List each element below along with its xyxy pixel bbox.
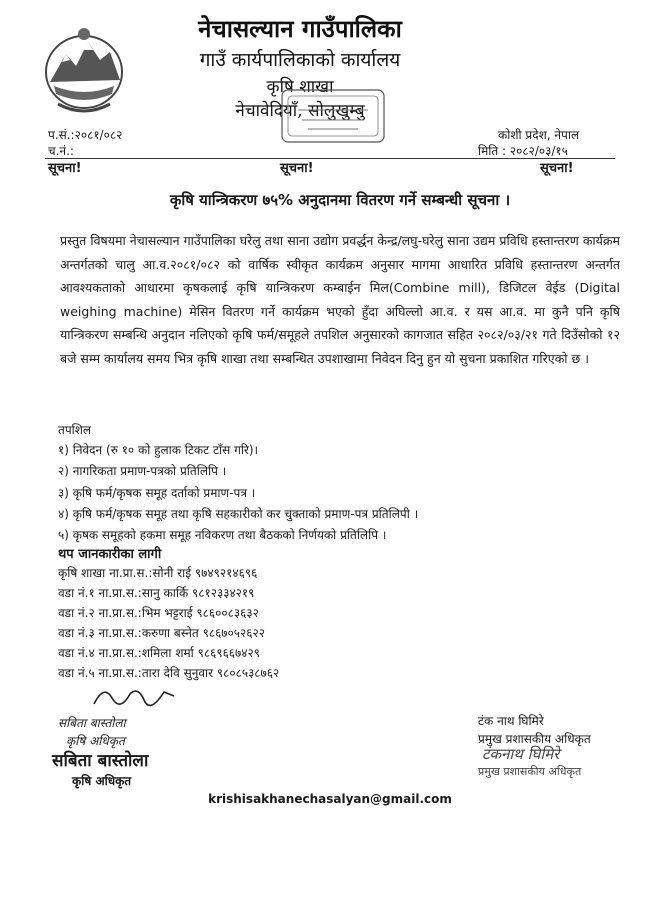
contact-item: वडा नं.२ ना.प्रा.स.:भिम भट्टराई ९८६००८३६३२: [58, 606, 259, 620]
left-signatory-name: सबिता बास्तोला: [58, 716, 126, 730]
tapsil-item: १) निवेदन (रु १० को हुलाक टिकट टाँस गरि)।: [58, 443, 259, 457]
tapsil-item: ५) कृषक समूहको हकमा समूह नविकरण तथा बैठकको निर्णयको प्रतिलिपि ।: [58, 528, 387, 542]
office-name: गाउँ कार्यपालिकाको कार्यालय: [199, 49, 401, 71]
right-signatory-name: टंक नाथ घिमिरे: [478, 714, 544, 728]
office-location: नेचावेदियाँ, सोलुखुम्बु: [235, 101, 365, 121]
contact-item: वडा नं.४ ना.प्रा.स.:शमिला शर्मा ९८६९६६७४२९: [58, 646, 261, 660]
document-date: मिति : २०८२/०३/१५: [478, 144, 568, 158]
office-stamp: [278, 86, 388, 146]
tapsil-heading: तपशिल: [58, 423, 92, 437]
notice-subject: कृषि यान्त्रिकरण ७५% अनुदानमा वितरण गर्ने सम्बन्धी सूचना ।: [169, 191, 511, 209]
right-signatory-title: प्रमुख प्रशासकीय अधिकृत: [478, 732, 591, 746]
province-label: कोशी प्रदेश, नेपाल: [498, 128, 580, 142]
contact-item: कृषि शाखा ना.प्रा.स.:सोनी राई ९७४९२१४६९६: [58, 566, 258, 580]
tapsil-item: ४) कृषि फर्म/कृषक समूह तथा कृषि सहकारीको कर चुक्ताको प्रमाण-पत्र प्रतिलिपी ।: [58, 507, 419, 521]
left-signature-scribble: [90, 682, 180, 712]
left-signatory-title: कृषि अधिकृत: [66, 734, 125, 748]
contact-email: krishisakhanechasalyan@gmail.com: [208, 792, 452, 806]
notice-body: प्रस्तुत विषयमा नेचासल्यान गाउँपालिका घरेलु तथा साना उद्योग प्रवर्द्धन केन्द्र/लघु-घरेलु साना उद्यम प्रविधि हस्तान्तरण कार्यक्रम अन्तर्गतको चालु आ.व.२०८१/०८२ को वार्षिक स्वीकृत कार्यक्रम अनुसार मागमा आधारित प्रविधि हस्तान्तरण अन्तर्गत आवश्यकताको आधारमा कृषकलाई कृषि यान्त्रिकरण कम्बाईन मिल(Combine mill), डिजिटल वेईड (Digital weighing machine) मेसिन वितरण गर्ने कार्यक्रम भएको हुँदा अघिल्लो आ.व. र यस आ.व. मा कुनै पनि कृषि यान्त्रिकरण सम्बन्धि अनुदान नलिएको कृषि फर्म/समूहले तपशिल अनुसारको कागजात सहित २०८२/०३/२१ गते दिउँसोको १२ बजे सम्म कार्यालय समय भित्र कृषि शाखा तथा सम्बन्धित उपशाखामा निवेदन दिनु हुन यो सुचना प्रकाशित गरिएको छ ।: [60, 233, 620, 366]
municipality-name: नेचासल्यान गाउँपालिका: [198, 14, 402, 43]
notice-label-center: सूचना!: [280, 161, 314, 176]
reference-number: प.सं.:२०८१/०८२: [48, 128, 123, 142]
contacts-heading: थप जानकारीका लागी: [58, 547, 162, 562]
header-divider: [45, 158, 615, 159]
contact-item: वडा नं.३ ना.प्रा.स.:करुणा बस्नेत ९८६७०५२६२२: [58, 626, 265, 640]
contact-item: वडा नं.१ ना.प्रा.स.:सानु कार्कि ९८१२३३४२१९: [58, 586, 255, 600]
tapsil-item: ३) कृषि फर्म/कृषक समूह दर्ताको प्रमाण-पत्र ।: [58, 486, 256, 500]
notice-label-left: सूचना!: [48, 161, 82, 176]
left-stamp-name: सबिता बास्तोला: [52, 751, 149, 771]
dispatch-number: च.नं.:: [48, 144, 74, 158]
notice-label-right: सूचना!: [540, 161, 574, 176]
branch-name: कृषि शाखा: [266, 77, 334, 97]
contact-item: वडा नं.५ ना.प्रा.स.:तारा देवि सुनुवार ९८०८५३८७६२: [58, 666, 280, 680]
tapsil-item: २) नागरिकता प्रमाण-पत्रको प्रतिलिपि ।: [58, 464, 227, 478]
right-stamp-name: टंकनाथ घिमिरे: [482, 745, 560, 763]
left-stamp-title: कृषि अधिकृत: [72, 774, 132, 788]
right-stamp-title: प्रमुख प्रशासकीय अधिकृत: [478, 765, 582, 778]
